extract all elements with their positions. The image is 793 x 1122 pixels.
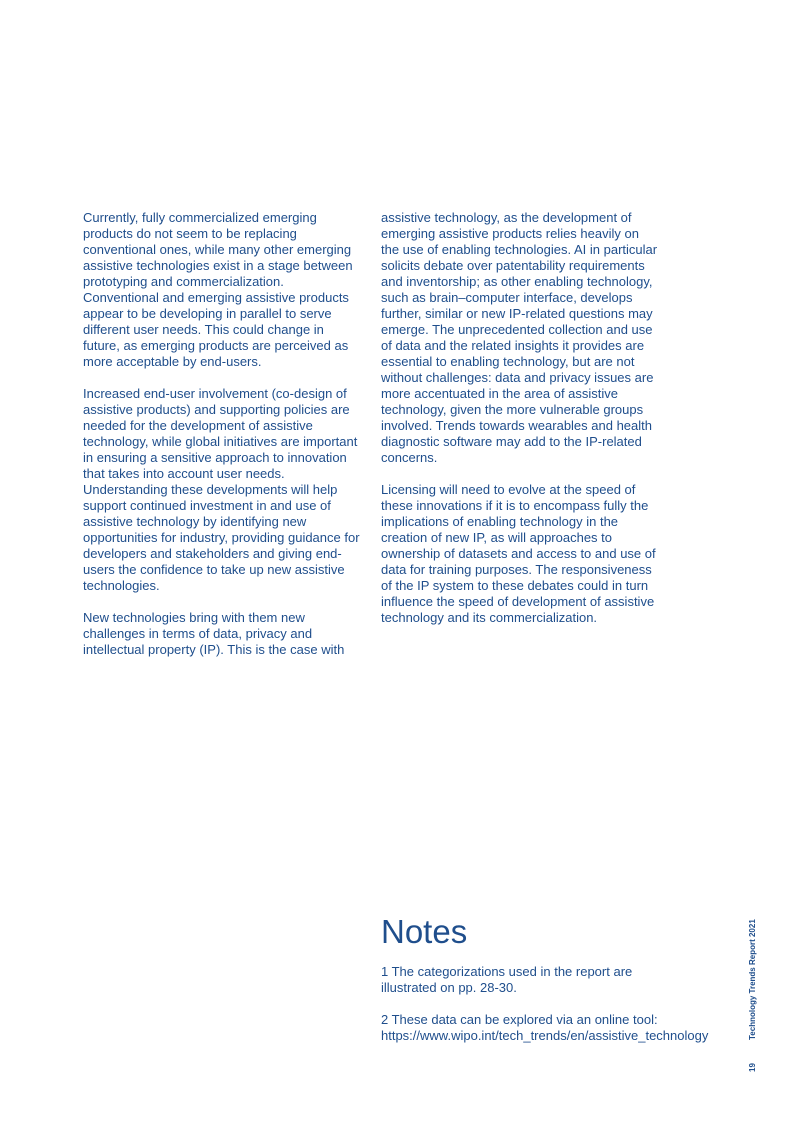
body-column-right — [381, 210, 659, 642]
paragraph: Increased end-user involvement (co-design of assistive products) and supporting policies are needed for the development of assistive technology, while global initiatives are important in ensuring a sensitive approach to innovation that takes into account user needs. Understanding these developments will help support continued investment in and use of assistive technology by identifying new opportunities for industry, providing guidance for developers and stakeholders and giving end-users the confidence to take up new assistive technologies. — [83, 386, 360, 593]
note-item: 1 The categorizations used in the report are illustrated on pp. 28-30. — [381, 964, 633, 995]
paragraph: New technologies bring with them new challenges in terms of data, privacy and intellectual property (IP). This is the case with — [83, 610, 345, 657]
paragraph: Licensing will need to evolve at the speed of these innovations if it is to encompass fully the implications of enabling technology in the creation of new IP, as will approaches to ownership of datasets and access to and use of data for training purposes. The responsiveness of the IP system to these debates could in turn influence the speed of development of assistive technology and its commercialization. — [381, 482, 656, 625]
paragraph: assistive technology, as the development of emerging assistive products relies heavily on the use of enabling technologies. AI in particular solicits debate over patentability requirements and inventorship; as other enabling technology, such as brain–computer interface, develops further, similar or new IP-related questions may emerge. The unprecedented collection and use of data and the related insights it provides are essential to enabling technology, but are not without challenges: data and privacy issues are more accentuated in the area of assistive technology, given the more vulnerable groups involved. Trends towards wearables and health diagnostic software may add to the IP-related concerns. — [381, 210, 658, 465]
body-column-left — [83, 210, 361, 674]
note-item: 2 These data can be explored via an online tool: https://www.wipo.int/tech_trends/en/assistive_technology — [381, 1012, 709, 1043]
page-number: 19 — [748, 1063, 757, 1072]
notes-section — [381, 910, 709, 1060]
paragraph: Currently, fully commercialized emerging products do not seem to be replacing conventional ones, while many other emerging assistive technologies exist in a stage between prototyping and commercialization. Conventional and emerging assistive products appear to be developing in parallel to serve different user needs. This could change in future, as emerging products are perceived as more acceptable by end-users. — [83, 210, 353, 369]
notes-heading: Notes — [381, 913, 468, 950]
running-title: Technology Trends Report 2021 — [748, 919, 757, 1040]
